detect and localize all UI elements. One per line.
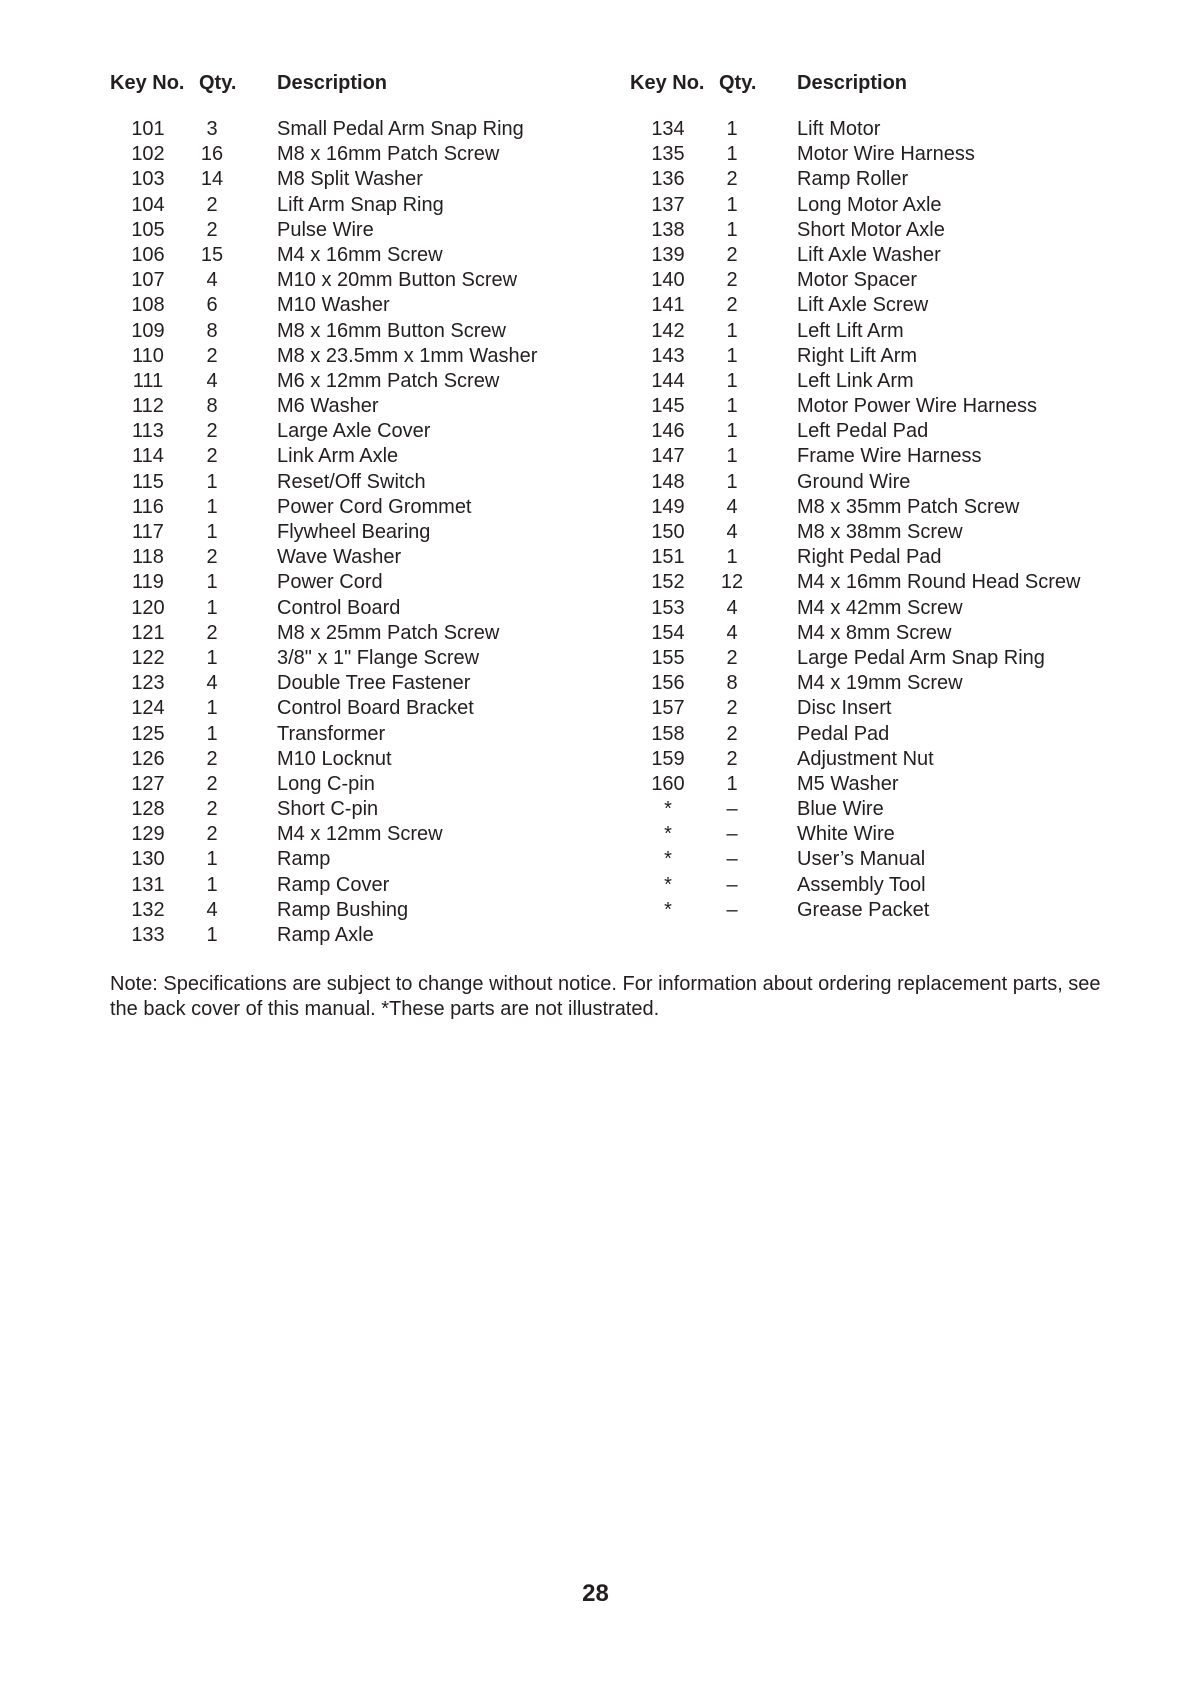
part-description: Ramp Axle xyxy=(277,924,374,946)
part-qty: 1 xyxy=(726,143,738,166)
parts-row xyxy=(110,596,610,621)
part-key-no: 121 xyxy=(131,621,165,644)
header-key-no: Key No. xyxy=(630,72,705,94)
specifications-note: Note: Specifications are subject to change without notice. For information about ordering replacement parts, see the back cover of this manual. *These parts are not illustrated. xyxy=(110,973,1101,1020)
part-qty: 1 xyxy=(206,848,218,871)
parts-row xyxy=(630,696,1130,721)
parts-row xyxy=(110,873,610,898)
part-description: 3/8" x 1" Flange Screw xyxy=(277,646,480,669)
part-description: Ramp Roller xyxy=(797,168,909,191)
part-description: Control Board Bracket xyxy=(277,697,474,720)
part-key-no: 132 xyxy=(131,898,165,921)
part-description: Motor Wire Harness xyxy=(797,143,975,166)
part-description: M10 x 20mm Button Screw xyxy=(277,269,518,292)
part-qty: 2 xyxy=(726,722,738,745)
parts-row xyxy=(110,646,610,671)
parts-row xyxy=(630,394,1130,419)
part-qty: 2 xyxy=(206,546,218,569)
part-key-no: 113 xyxy=(132,420,164,443)
part-description: Reset/Off Switch xyxy=(277,470,426,493)
part-key-no: * xyxy=(664,873,672,896)
part-key-no: 107 xyxy=(131,269,165,292)
parts-row xyxy=(110,117,610,142)
part-qty: 1 xyxy=(206,571,218,594)
part-description: Long Motor Axle xyxy=(797,193,942,216)
part-qty: 1 xyxy=(206,924,218,946)
part-description: Pulse Wire xyxy=(277,218,374,241)
part-key-no: 103 xyxy=(131,168,165,191)
part-description: Disc Insert xyxy=(797,697,892,720)
part-qty: 2 xyxy=(726,168,738,191)
part-description: Left Pedal Pad xyxy=(797,420,929,443)
parts-row xyxy=(110,167,610,192)
part-description: Left Link Arm xyxy=(797,369,914,392)
part-qty: 1 xyxy=(206,521,218,543)
part-qty: 1 xyxy=(206,646,218,669)
part-qty: 1 xyxy=(206,873,218,896)
part-key-no: 143 xyxy=(651,344,685,367)
page-number: 28 xyxy=(582,1580,609,1607)
part-description: M8 x 35mm Patch Screw xyxy=(797,495,1020,518)
part-key-no: 116 xyxy=(132,495,164,518)
part-qty: 4 xyxy=(726,495,738,518)
part-qty: 2 xyxy=(206,218,218,241)
parts-row xyxy=(630,142,1130,167)
parts-row xyxy=(630,419,1130,444)
part-key-no: 139 xyxy=(651,243,685,266)
part-description: Frame Wire Harness xyxy=(797,445,982,468)
part-description: Motor Spacer xyxy=(797,269,918,292)
part-qty: 2 xyxy=(726,269,738,292)
part-qty: 8 xyxy=(726,672,738,695)
part-qty: 1 xyxy=(726,420,738,443)
part-key-no: 152 xyxy=(651,571,685,594)
part-description: Small Pedal Arm Snap Ring xyxy=(277,118,524,140)
part-qty: 15 xyxy=(200,243,224,266)
part-description: M4 x 16mm Round Head Screw xyxy=(797,571,1081,594)
part-qty: 12 xyxy=(720,571,744,594)
part-key-no: 157 xyxy=(651,697,685,720)
parts-row xyxy=(110,747,610,772)
part-key-no: 106 xyxy=(131,243,165,266)
part-qty: 4 xyxy=(206,898,218,921)
part-key-no: 124 xyxy=(131,697,165,720)
parts-row xyxy=(110,470,610,495)
parts-row xyxy=(110,722,610,747)
part-description: M6 x 12mm Patch Screw xyxy=(277,369,500,392)
part-qty: 1 xyxy=(726,772,738,795)
parts-row xyxy=(630,344,1130,369)
part-qty: – xyxy=(726,848,738,871)
part-key-no: 130 xyxy=(131,848,165,871)
parts-rows-right xyxy=(630,117,1130,923)
part-key-no: 117 xyxy=(132,521,164,543)
part-description: Lift Motor xyxy=(797,118,881,140)
parts-row xyxy=(630,470,1130,495)
part-qty: 3 xyxy=(206,118,218,140)
part-key-no: 129 xyxy=(131,823,165,846)
part-key-no: * xyxy=(664,898,672,921)
parts-row xyxy=(630,747,1130,772)
parts-row xyxy=(630,319,1130,344)
part-qty: 2 xyxy=(206,445,218,468)
part-qty: 1 xyxy=(726,445,738,468)
part-description: Adjustment Nut xyxy=(797,747,934,770)
parts-row xyxy=(630,722,1130,747)
header-qty: Qty. xyxy=(719,72,757,94)
part-key-no: 122 xyxy=(131,646,165,669)
part-qty: 4 xyxy=(726,521,738,543)
header-description: Description xyxy=(277,72,388,94)
parts-row xyxy=(630,369,1130,394)
part-description: Ground Wire xyxy=(797,470,911,493)
part-description: White Wire xyxy=(797,823,895,846)
parts-row xyxy=(110,520,610,545)
part-key-no: 114 xyxy=(132,445,164,468)
part-key-no: 101 xyxy=(131,118,165,140)
parts-row xyxy=(110,545,610,570)
parts-row xyxy=(110,444,610,469)
parts-row xyxy=(110,293,610,318)
parts-row xyxy=(110,671,610,696)
parts-row xyxy=(630,167,1130,192)
part-qty: 2 xyxy=(206,798,218,821)
parts-row xyxy=(630,218,1130,243)
part-key-no: * xyxy=(664,798,672,821)
part-qty: 1 xyxy=(726,218,738,241)
part-description: M5 Washer xyxy=(797,772,899,795)
part-qty: 1 xyxy=(726,193,738,216)
part-qty: 4 xyxy=(206,369,218,392)
parts-row xyxy=(110,369,610,394)
part-key-no: 123 xyxy=(131,672,165,695)
part-key-no: 108 xyxy=(131,294,165,317)
part-description: Wave Washer xyxy=(277,546,402,569)
part-description: Power Cord Grommet xyxy=(277,495,472,518)
part-qty: 1 xyxy=(726,470,738,493)
part-description: Left Lift Arm xyxy=(797,319,904,342)
part-description: Link Arm Axle xyxy=(277,445,399,468)
parts-row xyxy=(110,696,610,721)
part-key-no: 151 xyxy=(651,546,685,569)
part-qty: 4 xyxy=(726,596,738,619)
part-description: M4 x 8mm Screw xyxy=(797,621,952,644)
part-key-no: 138 xyxy=(651,218,685,241)
parts-row xyxy=(110,797,610,822)
part-qty: 2 xyxy=(206,621,218,644)
part-qty: 1 xyxy=(726,369,738,392)
part-key-no: 118 xyxy=(132,546,164,569)
part-description: M8 x 16mm Button Screw xyxy=(277,319,506,342)
part-key-no: 160 xyxy=(651,772,685,795)
parts-row xyxy=(110,394,610,419)
parts-row xyxy=(630,772,1130,797)
part-key-no: 144 xyxy=(651,369,685,392)
part-description: Power Cord xyxy=(277,571,383,594)
header-qty: Qty. xyxy=(199,72,237,94)
parts-row xyxy=(630,268,1130,293)
parts-row xyxy=(110,570,610,595)
part-qty: 2 xyxy=(726,697,738,720)
part-qty: 2 xyxy=(726,646,738,669)
part-key-no: 109 xyxy=(131,319,165,342)
part-description: M6 Washer xyxy=(277,395,379,418)
part-description: Ramp Bushing xyxy=(277,898,409,921)
part-key-no: 136 xyxy=(651,168,685,191)
header-key-no: Key No. xyxy=(110,72,185,94)
part-key-no: 112 xyxy=(132,395,164,418)
parts-row xyxy=(110,772,610,797)
part-description: Transformer xyxy=(277,722,386,745)
part-description: Ramp xyxy=(277,848,331,871)
part-qty: – xyxy=(726,873,738,896)
parts-row xyxy=(630,797,1130,822)
part-qty: 1 xyxy=(726,118,738,140)
parts-row xyxy=(630,596,1130,621)
parts-row xyxy=(630,646,1130,671)
part-key-no: 105 xyxy=(131,218,165,241)
part-key-no: 133 xyxy=(131,924,165,946)
part-description: Right Lift Arm xyxy=(797,344,918,367)
parts-row xyxy=(110,923,610,948)
part-qty: 6 xyxy=(206,294,218,317)
part-key-no: 102 xyxy=(131,143,165,166)
parts-column-left xyxy=(110,72,610,946)
part-qty: 1 xyxy=(206,470,218,493)
part-key-no: 140 xyxy=(651,269,685,292)
part-qty: 1 xyxy=(206,596,218,619)
part-key-no: 142 xyxy=(651,319,685,342)
part-qty: 1 xyxy=(206,722,218,745)
part-key-no: 141 xyxy=(651,294,685,317)
part-description: Lift Arm Snap Ring xyxy=(277,193,444,216)
part-key-no: 134 xyxy=(651,118,685,140)
part-description: M8 x 23.5mm x 1mm Washer xyxy=(277,344,538,367)
part-key-no: 110 xyxy=(132,344,164,367)
part-description: M8 x 25mm Patch Screw xyxy=(277,621,500,644)
parts-row xyxy=(630,444,1130,469)
part-description: Lift Axle Screw xyxy=(797,294,929,317)
part-qty: 2 xyxy=(206,344,218,367)
part-key-no: 154 xyxy=(651,621,685,644)
part-qty: 1 xyxy=(726,395,738,418)
part-description: Short Motor Axle xyxy=(797,218,945,241)
part-qty: 2 xyxy=(206,193,218,216)
parts-column-right xyxy=(630,72,1130,921)
part-key-no: 126 xyxy=(131,747,165,770)
part-qty: 1 xyxy=(726,344,738,367)
part-key-no: 115 xyxy=(132,470,164,493)
part-description: Lift Axle Washer xyxy=(797,243,941,266)
parts-row xyxy=(630,822,1130,847)
part-description: M8 Split Washer xyxy=(277,168,423,191)
parts-row xyxy=(110,847,610,872)
part-qty: – xyxy=(726,823,738,846)
part-description: M10 Locknut xyxy=(277,747,392,770)
parts-row xyxy=(630,873,1130,898)
part-description: M8 x 38mm Screw xyxy=(797,521,963,543)
part-key-no: 156 xyxy=(651,672,685,695)
part-key-no: 104 xyxy=(131,193,165,216)
part-qty: – xyxy=(726,798,738,821)
part-key-no: 153 xyxy=(651,596,685,619)
part-key-no: 111 xyxy=(132,369,164,392)
parts-row xyxy=(110,898,610,923)
part-key-no: 158 xyxy=(651,722,685,745)
column-header-row xyxy=(110,72,610,98)
part-key-no: 119 xyxy=(132,571,164,594)
part-description: Double Tree Fastener xyxy=(277,672,471,695)
part-description: User’s Manual xyxy=(797,848,926,871)
part-description: M4 x 19mm Screw xyxy=(797,672,963,695)
parts-row xyxy=(110,344,610,369)
part-key-no: 155 xyxy=(651,646,685,669)
parts-row xyxy=(630,671,1130,696)
parts-row xyxy=(110,822,610,847)
part-key-no: 159 xyxy=(651,747,685,770)
part-description: Large Axle Cover xyxy=(277,420,431,443)
part-description: Short C-pin xyxy=(277,798,379,821)
part-description: M4 x 12mm Screw xyxy=(277,823,443,846)
parts-row xyxy=(110,419,610,444)
part-key-no: 149 xyxy=(651,495,685,518)
part-description: M4 x 42mm Screw xyxy=(797,596,963,619)
parts-row xyxy=(630,545,1130,570)
parts-row xyxy=(110,243,610,268)
part-qty: 1 xyxy=(206,697,218,720)
part-key-no: 145 xyxy=(651,395,685,418)
part-key-no: 148 xyxy=(651,470,685,493)
parts-row xyxy=(110,319,610,344)
part-qty: 1 xyxy=(726,546,738,569)
parts-row xyxy=(110,621,610,646)
parts-row xyxy=(630,193,1130,218)
part-qty: 14 xyxy=(200,168,224,191)
parts-row xyxy=(110,218,610,243)
part-description: M10 Washer xyxy=(277,294,390,317)
parts-row xyxy=(630,495,1130,520)
header-description: Description xyxy=(797,72,908,94)
part-qty: 2 xyxy=(726,747,738,770)
part-qty: 4 xyxy=(206,672,218,695)
part-description: Right Pedal Pad xyxy=(797,546,942,569)
part-description: Large Pedal Arm Snap Ring xyxy=(797,646,1045,669)
part-description: Motor Power Wire Harness xyxy=(797,395,1038,418)
part-qty: 2 xyxy=(726,243,738,266)
parts-row xyxy=(110,193,610,218)
part-key-no: 137 xyxy=(651,193,685,216)
parts-list xyxy=(110,72,1150,952)
part-key-no: 150 xyxy=(651,521,685,543)
part-key-no: * xyxy=(664,848,672,871)
part-description: Pedal Pad xyxy=(797,722,890,745)
parts-row xyxy=(110,142,610,167)
part-key-no: 127 xyxy=(131,772,165,795)
part-qty: 2 xyxy=(206,747,218,770)
part-qty: 4 xyxy=(726,621,738,644)
part-qty: 2 xyxy=(206,420,218,443)
parts-row xyxy=(630,117,1130,142)
part-description: Control Board xyxy=(277,596,401,619)
part-qty: 1 xyxy=(206,495,218,518)
parts-row xyxy=(110,268,610,293)
part-qty: – xyxy=(726,898,738,921)
parts-row xyxy=(630,520,1130,545)
part-description: M8 x 16mm Patch Screw xyxy=(277,143,500,166)
parts-row xyxy=(630,293,1130,318)
part-key-no: 128 xyxy=(131,798,165,821)
part-description: Ramp Cover xyxy=(277,873,390,896)
part-key-no: 131 xyxy=(131,873,165,896)
parts-rows-left xyxy=(110,117,610,948)
part-qty: 2 xyxy=(206,823,218,846)
part-qty: 2 xyxy=(206,772,218,795)
parts-row xyxy=(630,570,1130,595)
part-key-no: 125 xyxy=(131,722,165,745)
part-qty: 4 xyxy=(206,269,218,292)
part-qty: 8 xyxy=(206,319,218,342)
column-header-row xyxy=(630,72,1130,98)
part-key-no: 120 xyxy=(131,596,165,619)
part-key-no: 146 xyxy=(651,420,685,443)
part-qty: 2 xyxy=(726,294,738,317)
part-key-no: 147 xyxy=(651,445,685,468)
part-description: Blue Wire xyxy=(797,798,884,821)
part-description: M4 x 16mm Screw xyxy=(277,243,443,266)
part-key-no: 135 xyxy=(651,143,685,166)
part-description: Flywheel Bearing xyxy=(277,521,431,543)
part-key-no: * xyxy=(664,823,672,846)
part-description: Grease Packet xyxy=(797,898,930,921)
part-qty: 1 xyxy=(726,319,738,342)
part-description: Long C-pin xyxy=(277,772,375,795)
part-qty: 16 xyxy=(200,143,224,166)
parts-row xyxy=(630,847,1130,872)
part-description: Assembly Tool xyxy=(797,873,926,896)
parts-row xyxy=(110,495,610,520)
parts-row xyxy=(630,898,1130,923)
part-qty: 8 xyxy=(206,395,218,418)
parts-row xyxy=(630,621,1130,646)
parts-row xyxy=(630,243,1130,268)
